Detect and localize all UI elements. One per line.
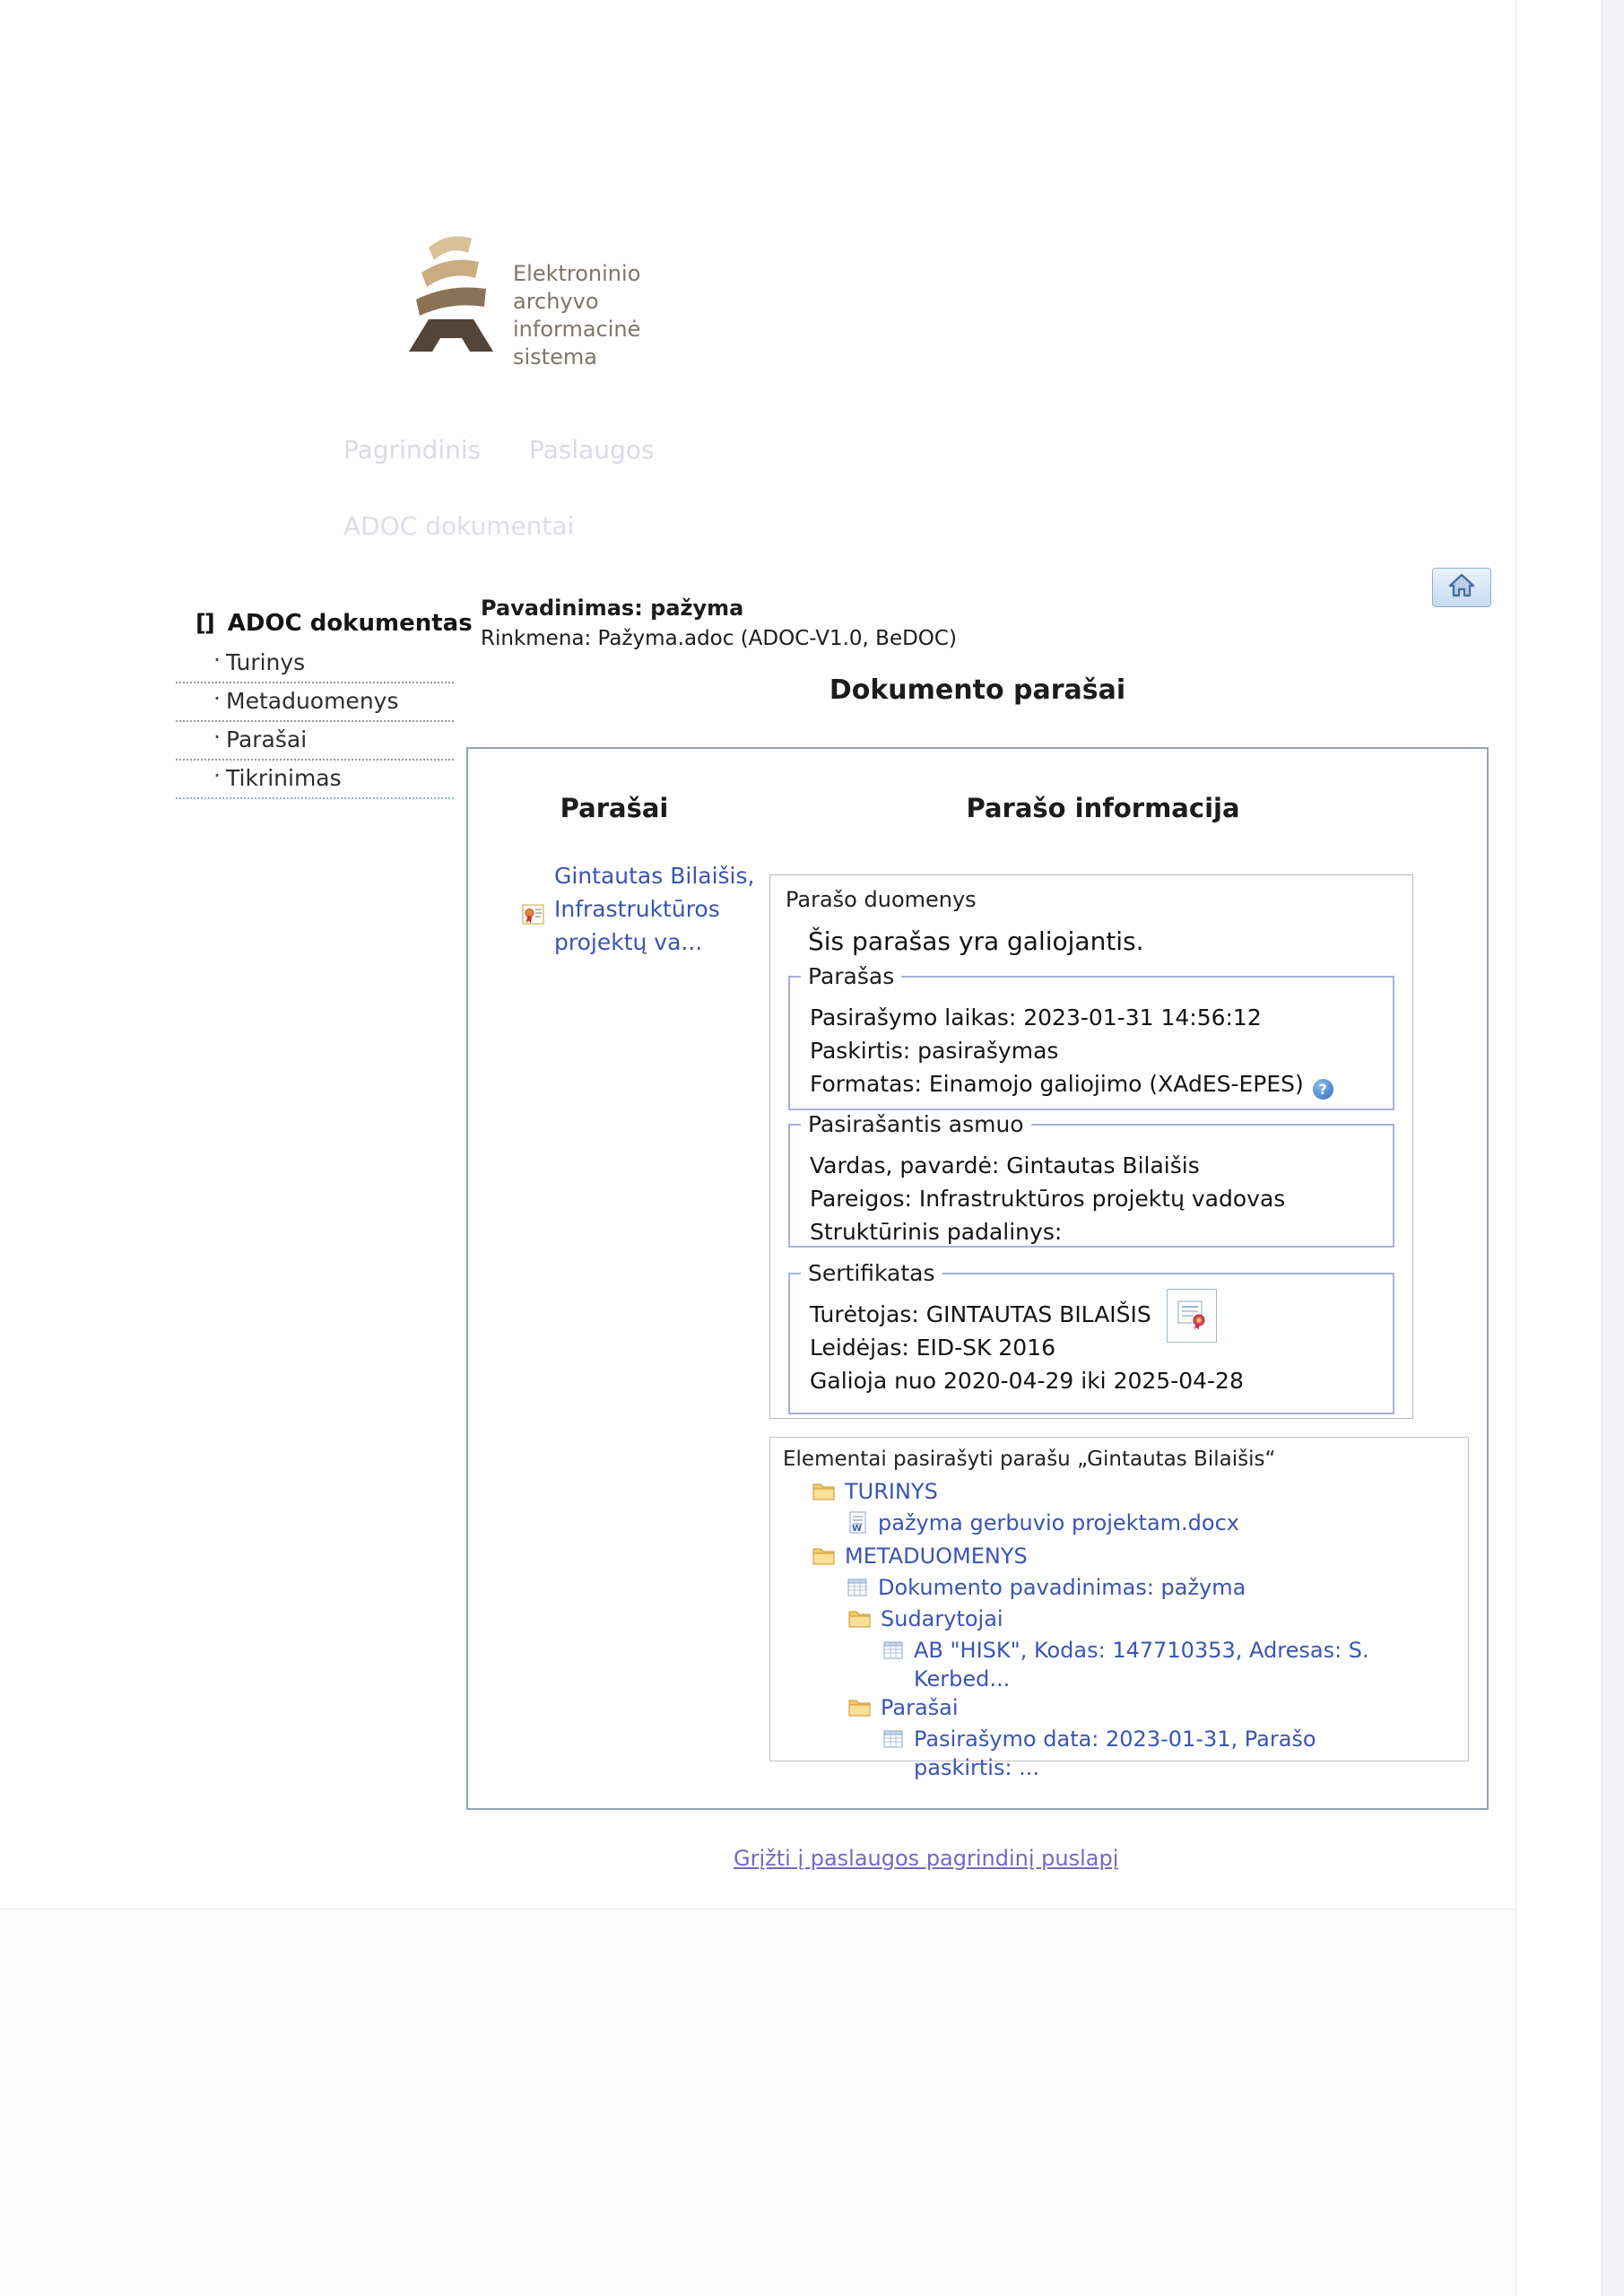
tree-item-label: Sudarytojai (881, 1606, 1003, 1631)
logo-text-line: Elektroninio (513, 261, 641, 286)
metadata-table-icon (883, 1727, 905, 1756)
home-button[interactable] (1432, 568, 1491, 607)
document-file: Rinkmena: Pažyma.adoc (ADOC-V1.0, BeDOC) (481, 627, 957, 650)
bullet-icon: · (213, 762, 221, 788)
logo-text-line: sistema (513, 344, 597, 370)
signature-time: Pasirašymo laikas: 2023-01-31 14:56:12 (810, 1004, 1262, 1031)
sidebar-item-tikrinimas[interactable] (176, 761, 454, 799)
svg-text:W: W (852, 1524, 863, 1534)
tree-item-label: Dokumento pavadinimas: pažyma (878, 1575, 1246, 1600)
signed-elements-panel (769, 1437, 1469, 1780)
sidebar-item-metaduomenys[interactable] (176, 683, 454, 722)
collapse-icon[interactable]: [] (195, 610, 213, 637)
signed-elements-title: Elementai pasirašyti parašu „Gintautas Bilaišis“ (783, 1448, 1276, 1471)
sidebar-item-label: Parašai (226, 726, 308, 752)
logo-text-line: archyvo (513, 289, 599, 314)
fieldset-pasirasantis-asmuo (788, 1111, 1394, 1248)
page-title: Dokumento parašai (829, 674, 1126, 706)
metadata-table-icon (847, 1576, 869, 1605)
logo-text-line: informacinė (513, 317, 641, 342)
certificate-holder: Turėtojas: GINTAUTAS BILAIŠIS (810, 1301, 1151, 1327)
eais-logo-icon (402, 230, 499, 352)
subnav-adoc-dokumentai[interactable]: ADOC dokumentai (343, 511, 575, 541)
folder-icon (812, 1480, 836, 1509)
folder-icon (847, 1696, 872, 1725)
certificate-icon (522, 902, 545, 931)
sidebar-item-label: Turinys (226, 649, 306, 675)
sidebar-header (195, 610, 473, 637)
tree-item-label: pažyma gerbuvio projektam.docx (878, 1510, 1239, 1535)
nav-item-paslaugos[interactable]: Paslaugos (529, 435, 655, 465)
tree-item-turinys[interactable] (770, 1477, 1468, 1509)
column-header-paraso-informacija: Parašo informacija (966, 793, 1240, 823)
signer-unit: Struktūrinis padalinys: (810, 1219, 1063, 1245)
bullet-icon: · (213, 685, 221, 711)
footer-back-link[interactable]: Grįžti į paslaugos pagrindinį puslapį (734, 1846, 1119, 1871)
signature-format: Formatas: Einamojo galiojimo (XAdES-EPES) ? (810, 1067, 1393, 1100)
nav-item-pagrindinis[interactable]: Pagrindinis (343, 435, 482, 465)
sidebar-header-label: ADOC dokumentas (227, 610, 473, 637)
metadata-table-icon (883, 1639, 905, 1667)
document-name: Pavadinimas: pažyma (481, 596, 744, 621)
certificate-validity: Galioja nuo 2020-04-29 iki 2025-04-28 (810, 1368, 1244, 1394)
tree-item-parasas-detail[interactable] (770, 1725, 1468, 1782)
sidebar-item-label: Tikrinimas (226, 765, 342, 791)
tree-item-parasai[interactable] (770, 1693, 1468, 1725)
tree-item-label: Parašai (881, 1695, 959, 1720)
tree-item-label: TURINYS (845, 1479, 938, 1504)
tree-item-label: Pasirašymo data: 2023-01-31, Parašo paskirtis: ... (914, 1726, 1316, 1780)
logo-text (513, 260, 640, 371)
tree-item-dokumento-pavadinimas[interactable] (770, 1573, 1468, 1605)
tree-item-sudarytojas-detail[interactable] (770, 1636, 1468, 1693)
certificate-badge-icon (1177, 1298, 1207, 1334)
page-edge-line (1515, 0, 1516, 2296)
panel-label: Parašo duomenys (786, 887, 977, 912)
signature-link[interactable]: Gintautas Bilaišis, Infrastruktūros projektų va... (554, 863, 755, 955)
sidebar (176, 645, 454, 799)
word-document-icon (847, 1511, 869, 1542)
sidebar-item-label: Metaduomenys (226, 688, 399, 714)
signer-position: Pareigos: Infrastruktūros projektų vadovas (810, 1186, 1286, 1212)
certificate-issuer: Leidėjas: EID-SK 2016 (810, 1335, 1055, 1361)
fieldset-legend: Pasirašantis asmuo (801, 1111, 1031, 1137)
folder-icon (812, 1544, 836, 1573)
sidebar-item-parasai[interactable] (176, 722, 454, 761)
column-header-parasai: Parašai (560, 793, 669, 823)
page-edge-gutter (1602, 0, 1624, 2296)
signer-name: Vardas, pavardė: Gintautas Bilaišis (810, 1152, 1200, 1178)
fieldset-legend: Parašas (801, 963, 901, 989)
page-bottom-gutter (0, 1909, 1515, 2296)
fieldset-legend: Sertifikatas (801, 1260, 942, 1286)
signature-status: Šis parašas yra galiojantis. (808, 926, 1144, 956)
tree-item-label: METADUOMENYS (845, 1544, 1028, 1569)
tree-item-docx-file[interactable] (770, 1509, 1468, 1542)
help-icon[interactable]: ? (1313, 1079, 1333, 1100)
signature-purpose: Paskirtis: pasirašymas (810, 1038, 1059, 1064)
signature-info-panel (769, 874, 1413, 1419)
folder-icon (847, 1607, 872, 1636)
tree-item-metaduomenys[interactable] (770, 1542, 1468, 1573)
certificate-view-button[interactable] (1167, 1289, 1217, 1343)
sidebar-item-turinys[interactable] (176, 645, 454, 683)
fieldset-parasas (788, 963, 1394, 1110)
home-icon (1447, 572, 1476, 603)
tree-item-sudarytojai[interactable] (770, 1605, 1468, 1636)
signed-elements-tree (770, 1477, 1468, 1782)
bullet-icon: · (213, 724, 221, 750)
fieldset-sertifikatas (788, 1260, 1394, 1414)
bullet-icon: · (213, 647, 221, 673)
tree-item-label: AB "HISK", Kodas: 147710353, Adresas: S. Kerbed... (914, 1638, 1369, 1692)
